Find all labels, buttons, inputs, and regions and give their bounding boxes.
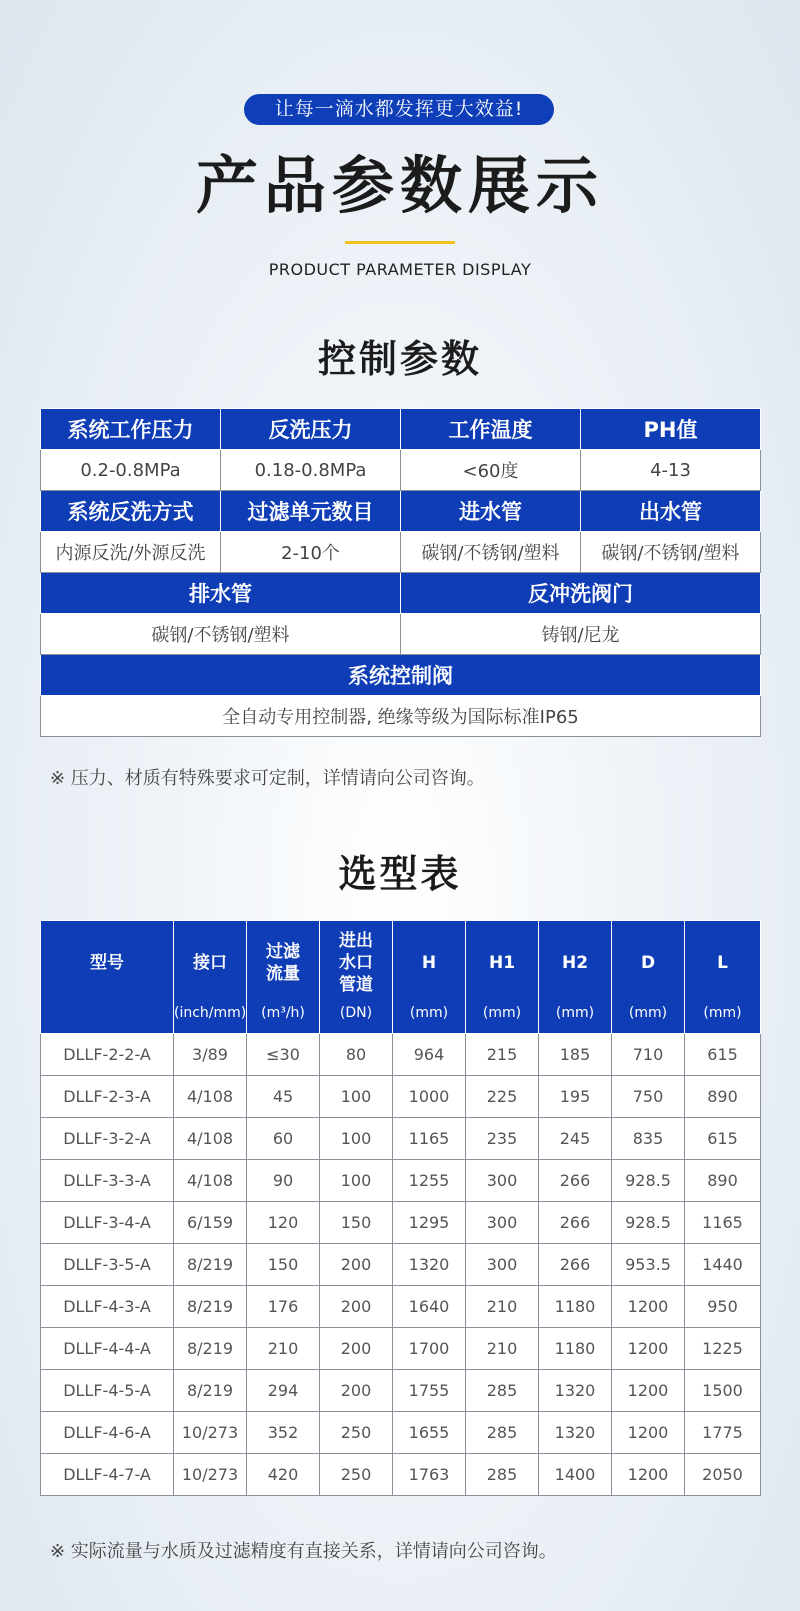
- selection-row: [41, 1412, 761, 1454]
- selection-cell: 1640: [393, 1286, 466, 1328]
- selection-header-label: H: [421, 953, 437, 973]
- selection-cell: 1755: [393, 1370, 466, 1412]
- selection-cell: 285: [466, 1370, 539, 1412]
- selection-cell: 615: [685, 1034, 761, 1076]
- selection-cell: 1000: [393, 1076, 466, 1118]
- selection-cell: 250: [320, 1412, 393, 1454]
- selection-row: [41, 1202, 761, 1244]
- selection-row: [41, 1328, 761, 1370]
- selection-cell: 200: [320, 1286, 393, 1328]
- selection-header-unit: (m³/h): [261, 1005, 305, 1021]
- control-header-row: [41, 655, 761, 696]
- control-header-cell: 过滤单元数目: [221, 491, 401, 532]
- selection-row: [41, 1244, 761, 1286]
- selection-cell: 300: [466, 1202, 539, 1244]
- control-header-cell: 系统工作压力: [41, 409, 221, 450]
- control-header-cell: 排水管: [41, 573, 401, 614]
- selection-cell: 8/219: [174, 1370, 247, 1412]
- selection-cell: 1320: [393, 1244, 466, 1286]
- selection-header-row: [41, 921, 761, 1034]
- selection-row: [41, 1034, 761, 1076]
- selection-cell: 90: [247, 1160, 320, 1202]
- selection-header-label: 型号: [90, 953, 124, 973]
- selection-cell: 200: [320, 1244, 393, 1286]
- selection-cell: DLLF-4-4-A: [41, 1328, 174, 1370]
- control-value-cell: 碳钢/不锈钢/塑料: [401, 532, 581, 573]
- selection-header-cell: [685, 921, 761, 1034]
- selection-cell: 1500: [685, 1370, 761, 1412]
- selection-cell: 953.5: [612, 1244, 685, 1286]
- control-header-cell: 进水管: [401, 491, 581, 532]
- selection-cell: 8/219: [174, 1286, 247, 1328]
- selection-cell: DLLF-4-3-A: [41, 1286, 174, 1328]
- selection-cell: 225: [466, 1076, 539, 1118]
- selection-cell: DLLF-3-3-A: [41, 1160, 174, 1202]
- selection-cell: 352: [247, 1412, 320, 1454]
- selection-cell: 2050: [685, 1454, 761, 1496]
- selection-header-cell: [320, 921, 393, 1034]
- selection-header-cell: [41, 921, 174, 1034]
- selection-cell: 964: [393, 1034, 466, 1076]
- selection-table: [40, 920, 761, 1496]
- selection-cell: 235: [466, 1118, 539, 1160]
- selection-header-cell: [539, 921, 612, 1034]
- control-value-row: [41, 532, 761, 573]
- control-value-cell: 2-10个: [221, 532, 401, 573]
- page-subtitle: PRODUCT PARAMETER DISPLAY: [268, 260, 532, 279]
- selection-cell: 8/219: [174, 1328, 247, 1370]
- selection-row: [41, 1160, 761, 1202]
- control-header-cell: 工作温度: [401, 409, 581, 450]
- control-value-cell: 内源反洗/外源反洗: [41, 532, 221, 573]
- selection-cell: 120: [247, 1202, 320, 1244]
- selection-header-cell: [393, 921, 466, 1034]
- selection-cell: 266: [539, 1244, 612, 1286]
- selection-cell: 294: [247, 1370, 320, 1412]
- control-value-row: [41, 614, 761, 655]
- selection-header-label: 接口: [193, 953, 227, 973]
- selection-cell: 300: [466, 1244, 539, 1286]
- control-header-cell: 出水管: [581, 491, 761, 532]
- selection-cell: 60: [247, 1118, 320, 1160]
- selection-cell: 1225: [685, 1328, 761, 1370]
- selection-cell: 1200: [612, 1454, 685, 1496]
- selection-cell: DLLF-3-2-A: [41, 1118, 174, 1160]
- selection-cell: 80: [320, 1034, 393, 1076]
- selection-cell: ≤30: [247, 1034, 320, 1076]
- selection-cell: 1320: [539, 1412, 612, 1454]
- control-header-cell: 反洗压力: [221, 409, 401, 450]
- selection-cell: 890: [685, 1160, 761, 1202]
- selection-header-label: 过滤 流量: [266, 942, 300, 984]
- selection-header-label: H1: [488, 953, 516, 973]
- selection-cell: 1295: [393, 1202, 466, 1244]
- selection-cell: 200: [320, 1328, 393, 1370]
- selection-cell: 1763: [393, 1454, 466, 1496]
- selection-header-unit: [41, 1001, 173, 1033]
- selection-cell: 1255: [393, 1160, 466, 1202]
- selection-cell: 210: [247, 1328, 320, 1370]
- selection-header-cell: [247, 921, 320, 1034]
- selection-cell: 215: [466, 1034, 539, 1076]
- selection-row: [41, 1076, 761, 1118]
- selection-row: [41, 1370, 761, 1412]
- selection-cell: 750: [612, 1076, 685, 1118]
- selection-cell: 185: [539, 1034, 612, 1076]
- selection-cell: 10/273: [174, 1454, 247, 1496]
- selection-cell: DLLF-2-3-A: [41, 1076, 174, 1118]
- selection-cell: 928.5: [612, 1202, 685, 1244]
- selection-note: ※ 实际流量与水质及过滤精度有直接关系，详情请向公司咨询。: [50, 1541, 557, 1562]
- selection-cell: 250: [320, 1454, 393, 1496]
- selection-header-cell: [174, 921, 247, 1034]
- selection-cell: 615: [685, 1118, 761, 1160]
- control-note: ※ 压力、材质有特殊要求可定制，详情请向公司咨询。: [50, 768, 485, 789]
- selection-cell: 6/159: [174, 1202, 247, 1244]
- control-header-cell: 系统控制阀: [41, 655, 761, 696]
- selection-cell: 285: [466, 1454, 539, 1496]
- selection-cell: 8/219: [174, 1244, 247, 1286]
- control-value-cell: 0.18-0.8MPa: [221, 450, 401, 491]
- selection-cell: 285: [466, 1412, 539, 1454]
- selection-cell: 420: [247, 1454, 320, 1496]
- control-section-title: 控制参数: [317, 337, 482, 381]
- control-value-cell: 铸钢/尼龙: [401, 614, 761, 655]
- tagline-badge: 让每一滴水都发挥更大效益!: [244, 94, 554, 125]
- title-underline: [345, 241, 455, 244]
- selection-cell: 710: [612, 1034, 685, 1076]
- selection-cell: 150: [320, 1202, 393, 1244]
- selection-cell: 4/108: [174, 1076, 247, 1118]
- selection-cell: DLLF-4-5-A: [41, 1370, 174, 1412]
- control-value-cell: 碳钢/不锈钢/塑料: [581, 532, 761, 573]
- selection-header-label: 进出 水口 管道: [339, 931, 373, 995]
- selection-cell: DLLF-3-4-A: [41, 1202, 174, 1244]
- selection-cell: 245: [539, 1118, 612, 1160]
- control-value-cell: 碳钢/不锈钢/塑料: [41, 614, 401, 655]
- selection-cell: 210: [466, 1328, 539, 1370]
- selection-header-unit: (mm): [482, 1005, 522, 1021]
- control-value-cell: 0.2-0.8MPa: [41, 450, 221, 491]
- selection-header-unit: (mm): [703, 1005, 742, 1021]
- page-title: 产品参数展示: [195, 149, 604, 222]
- selection-header-unit: (mm): [409, 1005, 449, 1021]
- selection-cell: 45: [247, 1076, 320, 1118]
- selection-cell: 1440: [685, 1244, 761, 1286]
- control-header-cell: PH值: [581, 409, 761, 450]
- selection-section-title: 选型表: [338, 852, 462, 896]
- selection-cell: 100: [320, 1076, 393, 1118]
- selection-cell: 266: [539, 1160, 612, 1202]
- selection-header-cell: [612, 921, 685, 1034]
- selection-cell: DLLF-2-2-A: [41, 1034, 174, 1076]
- selection-cell: DLLF-4-6-A: [41, 1412, 174, 1454]
- selection-cell: 1200: [612, 1328, 685, 1370]
- control-header-row: [41, 409, 761, 450]
- selection-cell: 4/108: [174, 1118, 247, 1160]
- selection-cell: 928.5: [612, 1160, 685, 1202]
- control-value-cell: <60度: [401, 450, 581, 491]
- selection-cell: 4/108: [174, 1160, 247, 1202]
- selection-cell: 266: [539, 1202, 612, 1244]
- control-header-cell: 反冲洗阀门: [401, 573, 761, 614]
- selection-cell: 195: [539, 1076, 612, 1118]
- selection-header-label: H2: [561, 953, 589, 973]
- selection-cell: 176: [247, 1286, 320, 1328]
- selection-header-label: L: [717, 953, 728, 973]
- selection-cell: 1180: [539, 1286, 612, 1328]
- selection-cell: 100: [320, 1118, 393, 1160]
- control-value-row: [41, 696, 761, 737]
- selection-header-unit: (inch/mm): [174, 1005, 247, 1021]
- selection-header-label: D: [640, 953, 656, 973]
- control-value-row: [41, 450, 761, 491]
- selection-cell: 200: [320, 1370, 393, 1412]
- selection-cell: 1165: [393, 1118, 466, 1160]
- selection-cell: 1700: [393, 1328, 466, 1370]
- selection-cell: 1320: [539, 1370, 612, 1412]
- control-header-row: [41, 491, 761, 532]
- selection-cell: 1165: [685, 1202, 761, 1244]
- selection-cell: 950: [685, 1286, 761, 1328]
- control-value-cell: 全自动专用控制器, 绝缘等级为国际标准IP65: [41, 696, 761, 737]
- control-header-row: [41, 573, 761, 614]
- selection-cell: 1200: [612, 1412, 685, 1454]
- selection-cell: 835: [612, 1118, 685, 1160]
- selection-header-unit: (mm): [555, 1005, 595, 1021]
- selection-cell: 300: [466, 1160, 539, 1202]
- selection-cell: 10/273: [174, 1412, 247, 1454]
- selection-row: [41, 1118, 761, 1160]
- selection-header-unit: (DN): [339, 1005, 373, 1021]
- selection-cell: DLLF-4-7-A: [41, 1454, 174, 1496]
- selection-cell: 210: [466, 1286, 539, 1328]
- selection-row: [41, 1454, 761, 1496]
- selection-cell: 1200: [612, 1286, 685, 1328]
- selection-cell: DLLF-3-5-A: [41, 1244, 174, 1286]
- selection-header-cell: [466, 921, 539, 1034]
- selection-cell: 3/89: [174, 1034, 247, 1076]
- selection-cell: 1180: [539, 1328, 612, 1370]
- selection-row: [41, 1286, 761, 1328]
- selection-cell: 1400: [539, 1454, 612, 1496]
- selection-cell: 1775: [685, 1412, 761, 1454]
- selection-cell: 890: [685, 1076, 761, 1118]
- control-header-cell: 系统反洗方式: [41, 491, 221, 532]
- control-params-table: [40, 408, 761, 737]
- selection-cell: 100: [320, 1160, 393, 1202]
- selection-cell: 1200: [612, 1370, 685, 1412]
- selection-cell: 1655: [393, 1412, 466, 1454]
- selection-header-unit: (mm): [628, 1005, 668, 1021]
- control-value-cell: 4-13: [581, 450, 761, 491]
- selection-cell: 150: [247, 1244, 320, 1286]
